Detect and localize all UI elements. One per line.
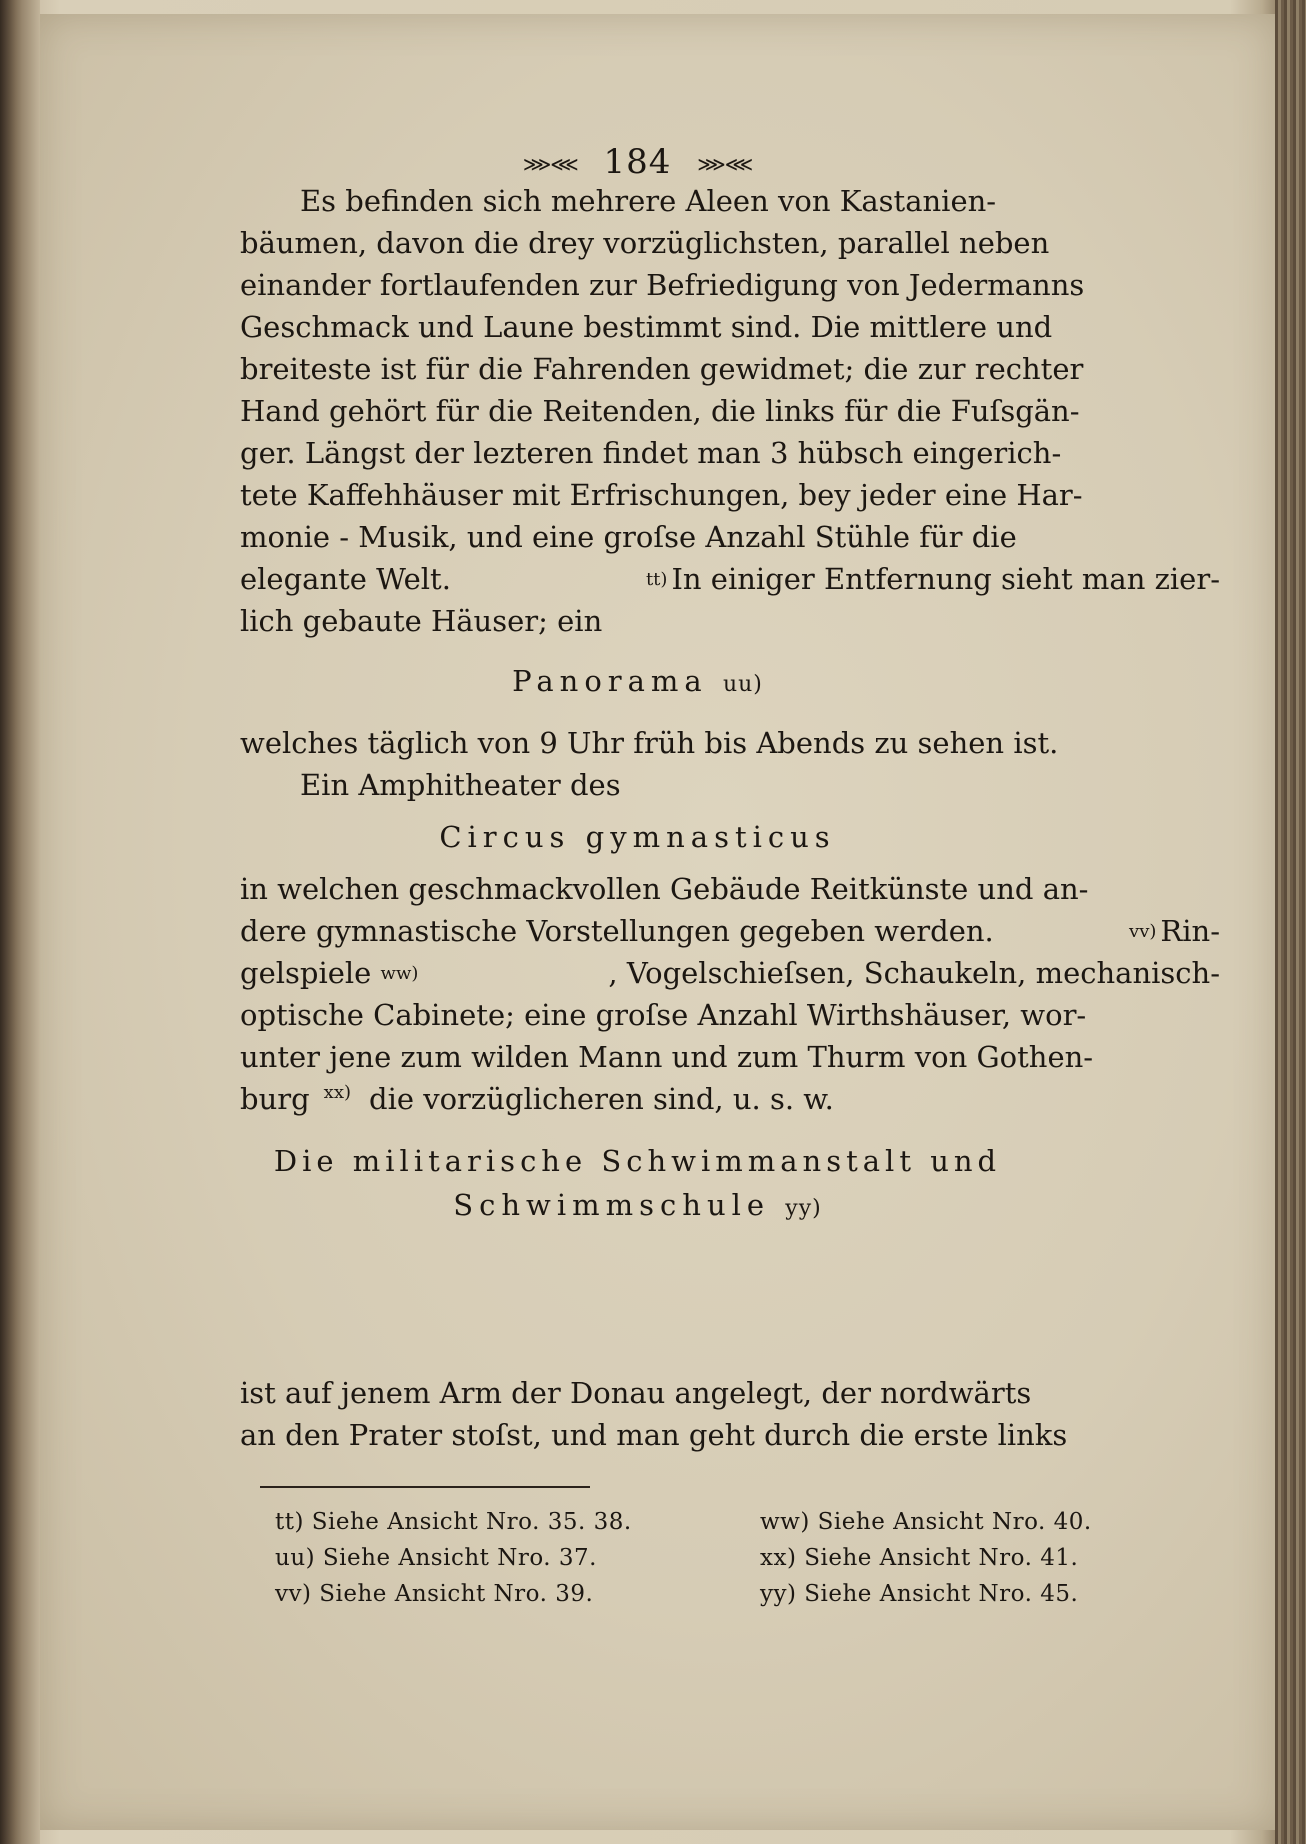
text-line xyxy=(240,1082,1220,1116)
text-line: tete Kaffehhäuser mit Erfrischungen, bey jeder eine Har- xyxy=(240,478,1083,512)
text-line: unter jene zum wilden Mann und zum Thurm von Gothen- xyxy=(240,1040,1094,1074)
text-line: Ein Amphitheater des xyxy=(300,768,621,802)
ornament-left-icon: ⋙⋘ xyxy=(522,152,578,176)
page-header xyxy=(40,142,1235,182)
footnote-ref: uu) xyxy=(722,672,763,697)
text-line xyxy=(240,956,1220,990)
text-line: optische Cabinete; eine groſse Anzahl Wirthshäuser, wor- xyxy=(240,998,1087,1032)
footnote-ref: vv) xyxy=(1129,921,1157,942)
footnote-ref: ww) xyxy=(380,963,419,984)
page-content xyxy=(40,14,1275,1830)
text-segment: die vorzüglicheren sind, u. s. w. xyxy=(369,1082,834,1116)
text-segment: , Vogelschieſsen, Schaukeln, mechanisch- xyxy=(608,956,1220,990)
footnote-right: ww) Siehe Ansicht Nro. 40. xyxy=(760,1509,1092,1535)
text-line: Hand gehört für die Reitenden, die links für die Fuſsgän- xyxy=(240,394,1080,428)
text-line: lich gebaute Häuser; ein xyxy=(240,604,603,638)
text-line: breiteste ist für die Fahrenden gewidmet; die zur rechter xyxy=(240,352,1084,386)
text-line: Geschmack und Laune bestimmt sind. Die mittlere und xyxy=(240,310,1053,344)
text-segment: burg xyxy=(240,1082,310,1116)
footnote-ref: xx) xyxy=(323,1082,351,1103)
text-segment: In einiger Entfernung sieht man zier- xyxy=(671,562,1220,596)
text-line: an den Prater stoſst, und man geht durch die erste links xyxy=(240,1418,1068,1452)
section-heading-line-1: Die militarische Schwimmanstalt und xyxy=(273,1144,1002,1178)
panorama-heading xyxy=(40,664,1235,698)
footnote-left: uu) Siehe Ansicht Nro. 37. xyxy=(275,1545,597,1571)
text-segment: gelspiele xyxy=(240,956,372,990)
footnote-left: tt) Siehe Ansicht Nro. 35. 38. xyxy=(275,1509,632,1535)
text-segment: Rin- xyxy=(1160,914,1220,948)
footnote-ref: yy) xyxy=(785,1196,822,1221)
text-line: monie - Musik, und eine groſse Anzahl Stühle für die xyxy=(240,520,1017,554)
text-segment: elegante Welt. xyxy=(240,562,451,596)
text-segment: dere gymnastische Vorstellungen gegeben werden. xyxy=(240,914,994,948)
footnote-left: vv) Siehe Ansicht Nro. 39. xyxy=(275,1581,594,1607)
page xyxy=(40,14,1275,1830)
text-line xyxy=(240,562,1220,596)
footnote-right: yy) Siehe Ansicht Nro. 45. xyxy=(760,1581,1079,1607)
page-number: 184 xyxy=(603,142,672,182)
circus-heading: Circus gymnasticus xyxy=(439,820,836,854)
heading-text: Schwimmschule xyxy=(453,1188,771,1222)
text-line xyxy=(240,914,1220,948)
footnote-rule xyxy=(260,1486,590,1488)
text-line: einander fortlaufenden zur Befriedigung von Jedermanns xyxy=(240,268,1085,302)
text-line: welches täglich von 9 Uhr früh bis Abends zu sehen ist. xyxy=(240,726,1059,760)
text-line: ger. Längst der lezteren findet man 3 hübsch eingerich- xyxy=(240,436,1062,470)
text-line: bäumen, davon die drey vorzüglichsten, parallel neben xyxy=(240,226,1050,260)
page-edges xyxy=(1275,0,1306,1844)
heading-text: Panorama xyxy=(512,664,708,698)
footnote-ref: tt) xyxy=(645,569,668,590)
footnote-right: xx) Siehe Ansicht Nro. 41. xyxy=(760,1545,1079,1571)
book-spine xyxy=(0,0,40,1844)
text-line: ist auf jenem Arm der Donau angelegt, der nordwärts xyxy=(240,1376,1032,1410)
text-line: Es befinden sich mehrere Aleen von Kastanien- xyxy=(300,184,997,218)
text-line: in welchen geschmackvollen Gebäude Reitkünste und an- xyxy=(240,872,1089,906)
section-heading-line-2 xyxy=(40,1188,1235,1222)
ornament-right-icon: ⋙⋘ xyxy=(697,152,753,176)
